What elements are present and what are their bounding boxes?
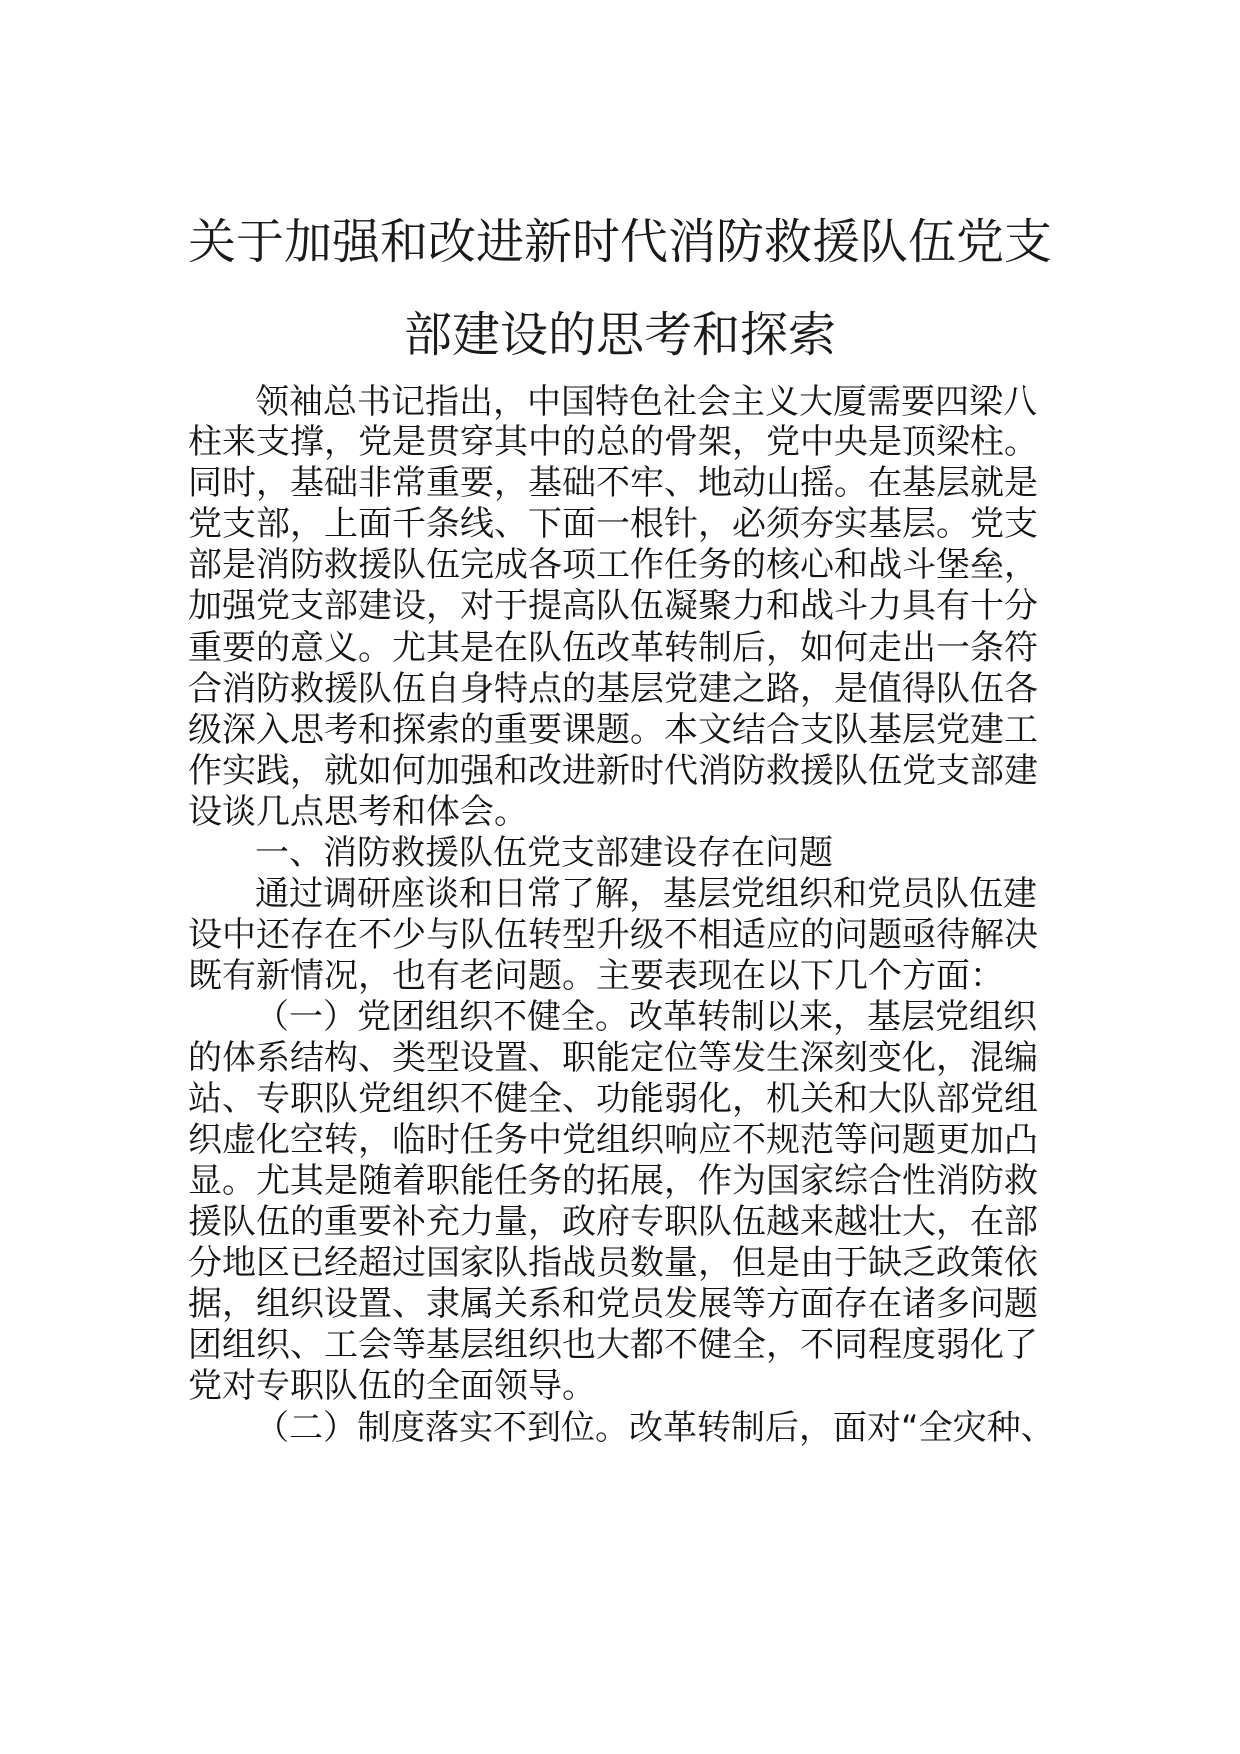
- paragraph-line: 的体系结构、类型设置、职能定位等发生深刻变化，混编: [188, 1038, 1038, 1078]
- paragraph-line: 通过调研座谈和日常了解，基层党组织和党员队伍建: [255, 874, 1037, 914]
- paragraph-line: 同时，基础非常重要，基础不牢、地动山摇。在基层就是: [188, 463, 1038, 503]
- paragraph-line: 据，组织设置、隶属关系和党员发展等方面存在诸多问题: [188, 1284, 1038, 1324]
- document-title-line-1: 关于加强和改进新时代消防救援队伍党支: [187, 214, 1052, 270]
- section-heading: 一、消防救援队伍党支部建设存在问题: [255, 833, 833, 873]
- paragraph-line: 设谈几点思考和体会。: [188, 792, 528, 832]
- paragraph-line: 既有新情况，也有老问题。主要表现在以下几个方面：: [188, 956, 1004, 996]
- paragraph-line: 分地区已经超过国家队指战员数量，但是由于缺乏政策依: [188, 1243, 1038, 1283]
- paragraph-line: 援队伍的重要补充力量，政府专职队伍越来越壮大，在部: [188, 1202, 1038, 1242]
- paragraph-line: 柱来支撑，党是贯穿其中的总的骨架，党中央是顶梁柱。: [188, 422, 1038, 462]
- subsection-line: （一）党团组织不健全。改革转制以来，基层党组织: [255, 997, 1037, 1037]
- paragraph-line: 团组织、工会等基层组织也大都不健全，不同程度弱化了: [188, 1325, 1038, 1365]
- paragraph-line: 加强党支部建设，对于提高队伍凝聚力和战斗力具有十分: [188, 586, 1038, 626]
- document-title-line-2: 部建设的思考和探索: [403, 307, 836, 363]
- paragraph-line: 织虚化空转，临时任务中党组织响应不规范等问题更加凸: [188, 1120, 1038, 1160]
- paragraph-line: 党对专职队伍的全面领导。: [188, 1366, 596, 1406]
- paragraph-line: 显。尤其是随着职能任务的拓展，作为国家综合性消防救: [188, 1161, 1038, 1201]
- paragraph-line: 党支部，上面千条线、下面一根针，必须夯实基层。党支: [188, 504, 1038, 544]
- paragraph-line: 领袖总书记指出，中国特色社会主义大厦需要四梁八: [255, 382, 1037, 422]
- paragraph-line: 级深入思考和探索的重要课题。本文结合支队基层党建工: [188, 710, 1038, 750]
- paragraph-line: 重要的意义。尤其是在队伍改革转制后，如何走出一条符: [188, 628, 1038, 668]
- paragraph-line: 部是消防救援队伍完成各项工作任务的核心和战斗堡垒，: [188, 545, 1038, 585]
- paragraph-line: 站、专职队党组织不健全、功能弱化，机关和大队部党组: [188, 1079, 1038, 1119]
- paragraph-line: 设中还存在不少与队伍转型升级不相适应的问题亟待解决: [188, 915, 1038, 955]
- subsection-line: （二）制度落实不到位。改革转制后，面对“全灾种、: [255, 1408, 1055, 1448]
- paragraph-line: 作实践，就如何加强和改进新时代消防救援队伍党支部建: [188, 751, 1038, 791]
- paragraph-line: 合消防救援队伍自身特点的基层党建之路，是值得队伍各: [188, 669, 1038, 709]
